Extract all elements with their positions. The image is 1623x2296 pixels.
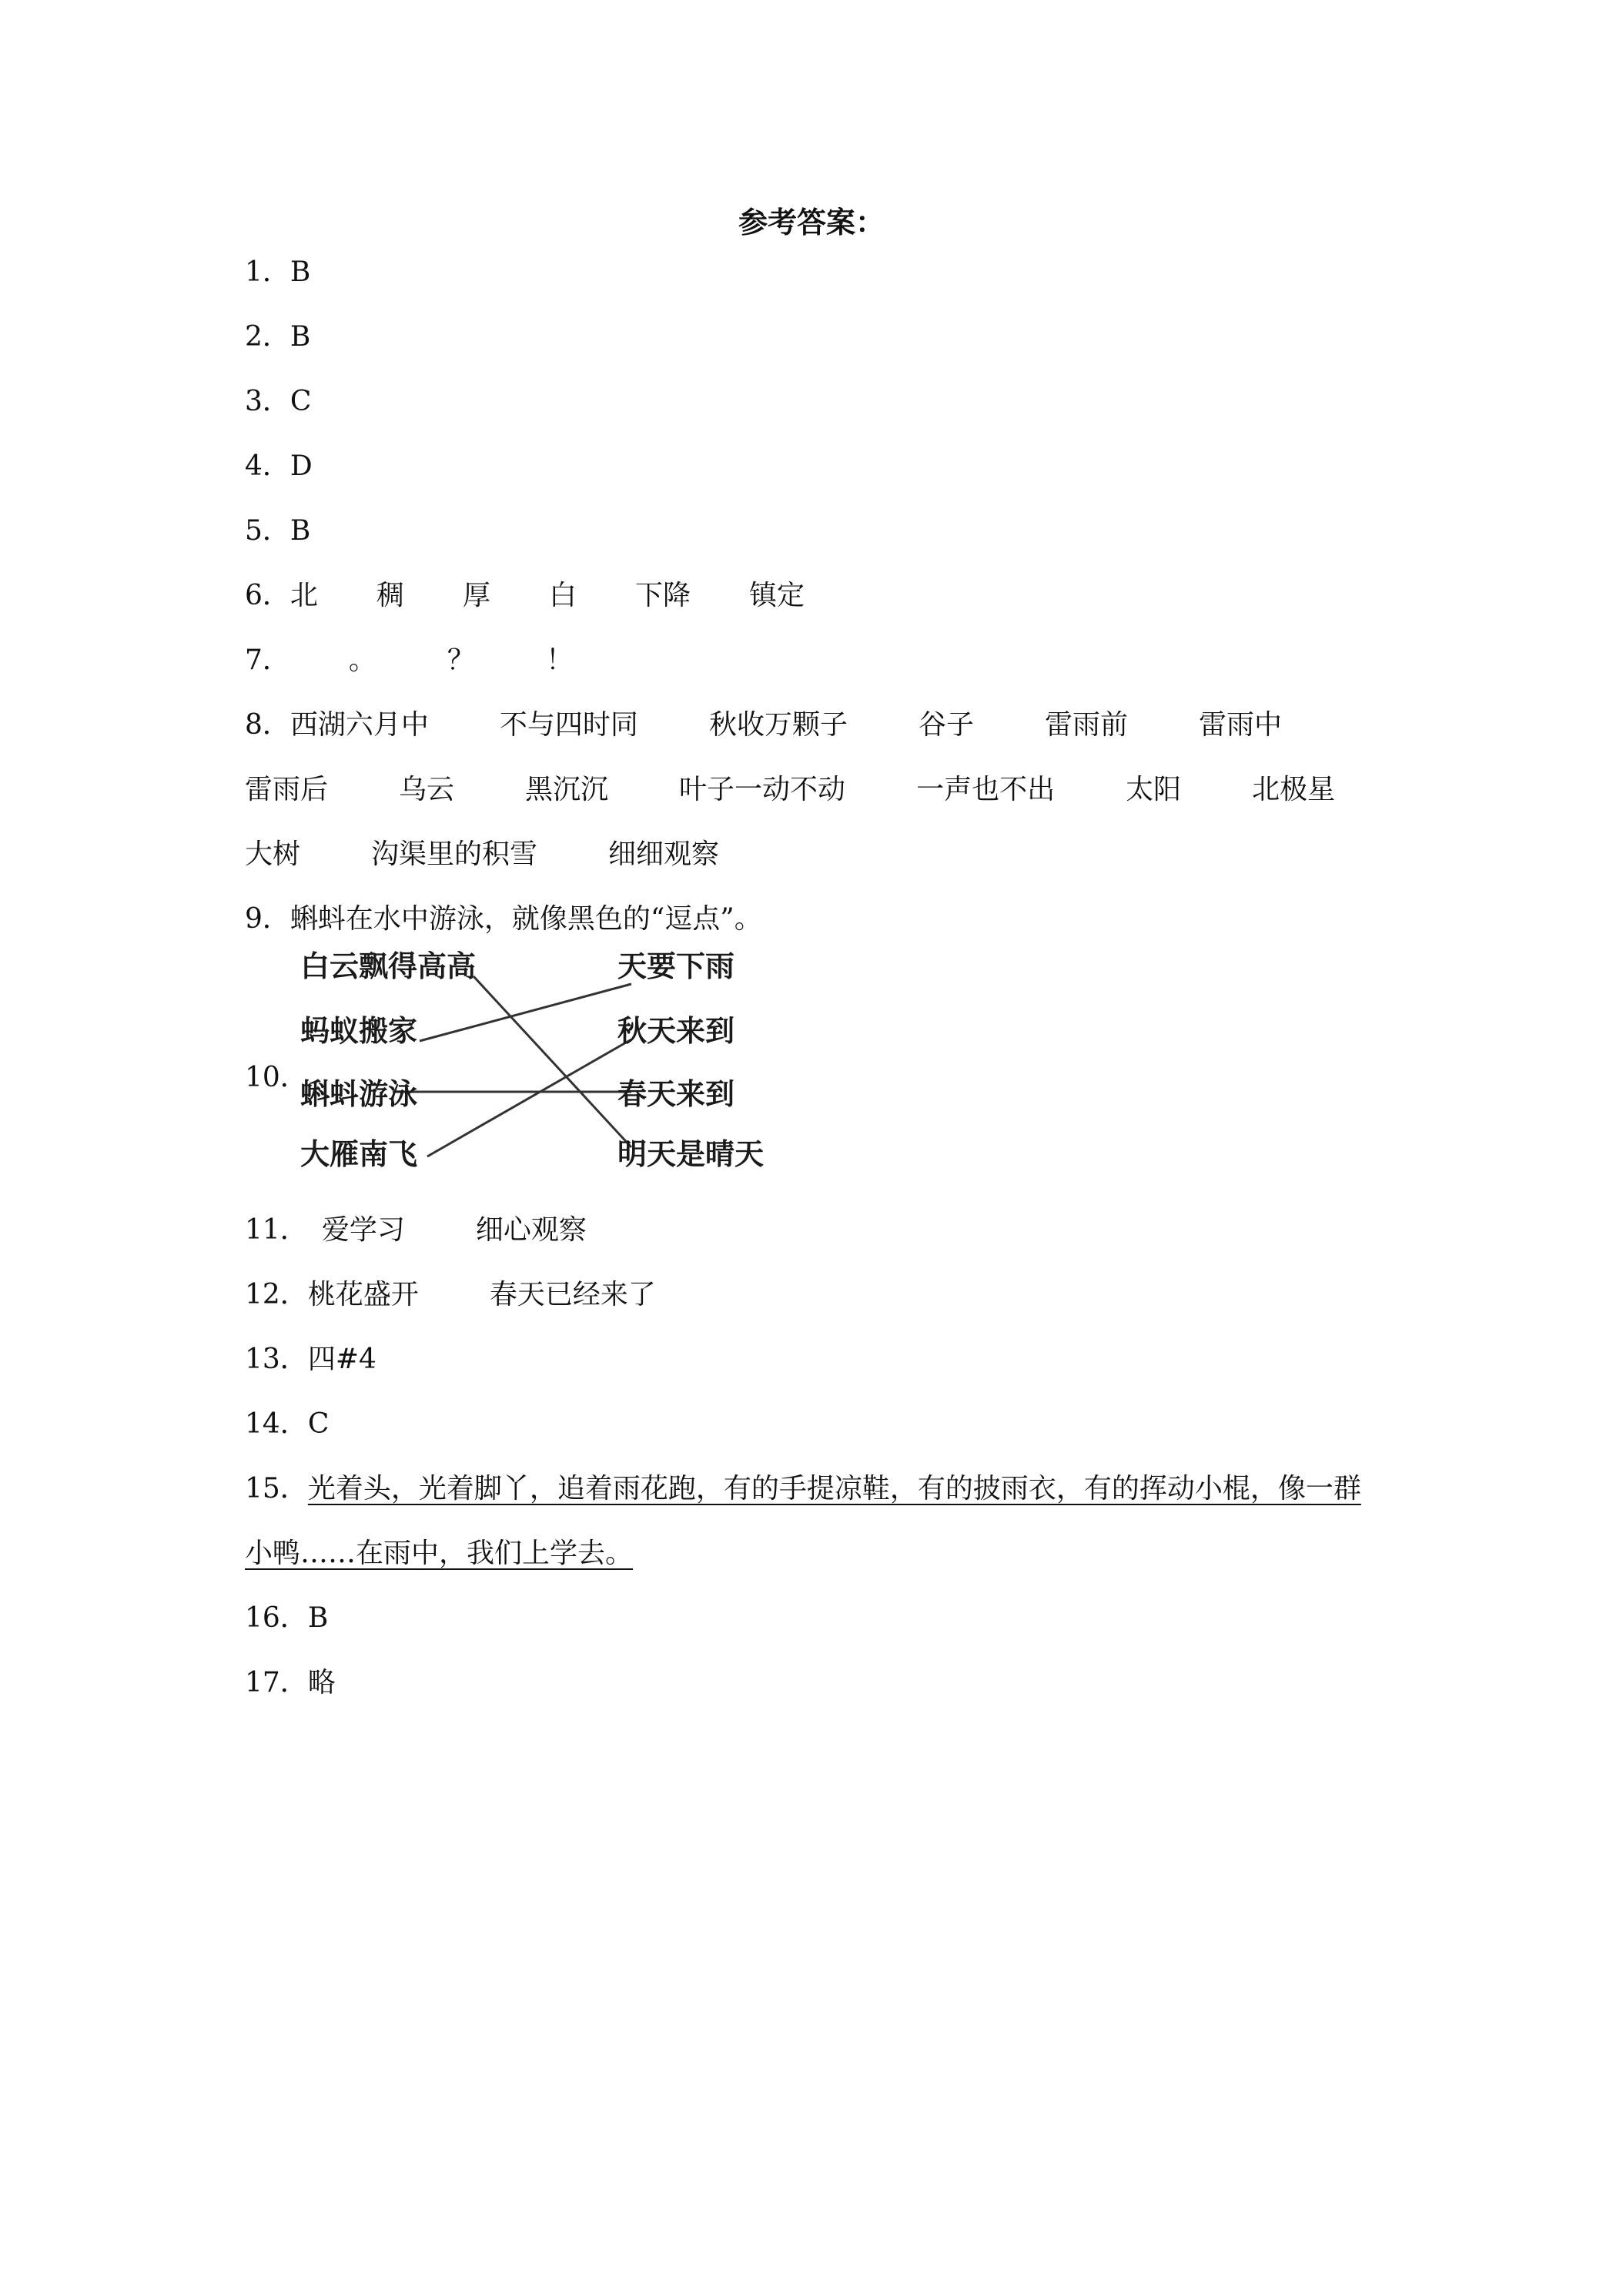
answer-4 — [245, 450, 313, 484]
answer-text: D — [289, 450, 313, 482]
answer-item: 细细观察 — [608, 838, 720, 870]
answer-14 — [245, 1407, 329, 1441]
answer-item: 大树 — [245, 838, 301, 870]
answer-17 — [245, 1666, 336, 1700]
answer-number: 9． — [245, 903, 290, 935]
answer-item: 北极星 — [1252, 774, 1336, 805]
answer-item: 太阳 — [1126, 774, 1182, 805]
answer-item: 雷雨中 — [1198, 709, 1282, 741]
answer-item: 不与四时同 — [499, 709, 638, 741]
answer-item: 黑沉沉 — [525, 774, 609, 805]
answer-item: ？ — [447, 644, 475, 676]
answer-number: 1． — [245, 256, 290, 288]
answer-13 — [245, 1343, 376, 1377]
answer-10-number: 10． — [245, 1062, 308, 1093]
answer-16 — [245, 1602, 328, 1635]
answer-15-continued — [245, 1537, 633, 1571]
answer-item: 桃花盛开 — [307, 1279, 419, 1310]
answer-number: 13． — [245, 1344, 308, 1375]
matching-diagram — [300, 949, 785, 1180]
answer-item: 稠 — [376, 580, 404, 611]
answer-item: 北 — [289, 580, 318, 611]
match-right-item: 明天是晴天 — [617, 1137, 765, 1171]
answer-item: 一声也不出 — [916, 774, 1056, 805]
answer-15 — [245, 1472, 1361, 1506]
answer-item: 乌云 — [399, 774, 455, 805]
answer-text: B — [289, 256, 311, 288]
answer-5 — [245, 514, 310, 548]
match-line-geese-to-autumn — [427, 1039, 631, 1156]
match-right-item: 天要下雨 — [617, 949, 735, 983]
answer-number: 6． — [245, 580, 290, 611]
answer-number: 4． — [245, 450, 290, 482]
answer-item: 镇定 — [748, 580, 805, 611]
answer-8-continued — [245, 838, 719, 872]
answer-item: 。 — [348, 644, 376, 676]
answer-7 — [245, 644, 574, 678]
answer-9 — [245, 902, 762, 936]
answer-text: 光着头，光着脚丫，追着雨花跑，有的手提凉鞋，有的披雨衣，有的挥动小棍，像一群 — [307, 1473, 1361, 1504]
answer-number: 2． — [245, 321, 290, 353]
answer-number: 8． — [245, 709, 290, 741]
answer-item: 厚 — [462, 580, 490, 611]
answer-number: 15． — [245, 1473, 308, 1504]
match-left-item: 白云飘得高高 — [300, 949, 477, 983]
answer-item: 谷子 — [918, 709, 974, 741]
answer-12 — [245, 1278, 656, 1312]
answer-6 — [245, 579, 805, 613]
answer-item: 叶子一动不动 — [679, 774, 846, 805]
answer-item: 秋收万颗子 — [708, 709, 848, 741]
match-right-item: 春天来到 — [617, 1077, 735, 1111]
answer-2 — [245, 320, 310, 354]
answer-item: 下降 — [634, 580, 691, 611]
match-left-item: 蚂蚁搬家 — [300, 1014, 418, 1048]
answer-1 — [245, 256, 310, 290]
answer-text: 小鸭……在雨中，我们上学去。 — [245, 1538, 634, 1569]
answer-number: 3． — [245, 386, 290, 417]
match-left-item: 大雁南飞 — [300, 1137, 418, 1171]
answer-8-continued — [245, 773, 1335, 807]
answer-number: 16． — [245, 1602, 308, 1634]
answer-number: 12． — [245, 1279, 308, 1310]
match-right-item: 秋天来到 — [617, 1014, 735, 1048]
answer-number: 17． — [245, 1667, 308, 1699]
answer-text: 蝌蚪在水中游泳，就像黑色的“逗点”。 — [289, 903, 762, 935]
answer-item: 雷雨后 — [245, 774, 329, 805]
answer-number: 14． — [245, 1408, 308, 1440]
answer-item: 西湖六月中 — [289, 709, 429, 741]
answer-3 — [245, 385, 311, 419]
answer-item: 细心观察 — [475, 1214, 587, 1246]
answer-item: 沟渠里的积雪 — [371, 838, 538, 870]
answer-text: C — [289, 386, 312, 417]
answer-number: 11． — [245, 1214, 308, 1246]
answer-text: 略 — [307, 1667, 336, 1699]
answer-text: 四#4 — [307, 1344, 376, 1375]
match-left-item: 蝌蚪游泳 — [300, 1077, 418, 1111]
answer-11 — [245, 1213, 587, 1247]
answer-item: 雷雨前 — [1044, 709, 1128, 741]
answer-text: B — [289, 321, 311, 353]
answer-number: 7． — [245, 644, 290, 676]
answer-item: ！ — [545, 644, 574, 676]
answer-number: 5． — [245, 515, 290, 547]
answer-item: 春天已经来了 — [489, 1279, 656, 1310]
answer-item: 白 — [548, 580, 577, 611]
answer-text: B — [307, 1602, 329, 1634]
answer-8 — [245, 708, 1282, 742]
answer-text: C — [307, 1408, 330, 1440]
answer-text: B — [289, 515, 311, 547]
match-line-clouds-to-sunny — [474, 976, 631, 1147]
page-title: 参考答案： — [738, 205, 885, 239]
answer-item: 爱学习 — [321, 1214, 405, 1246]
